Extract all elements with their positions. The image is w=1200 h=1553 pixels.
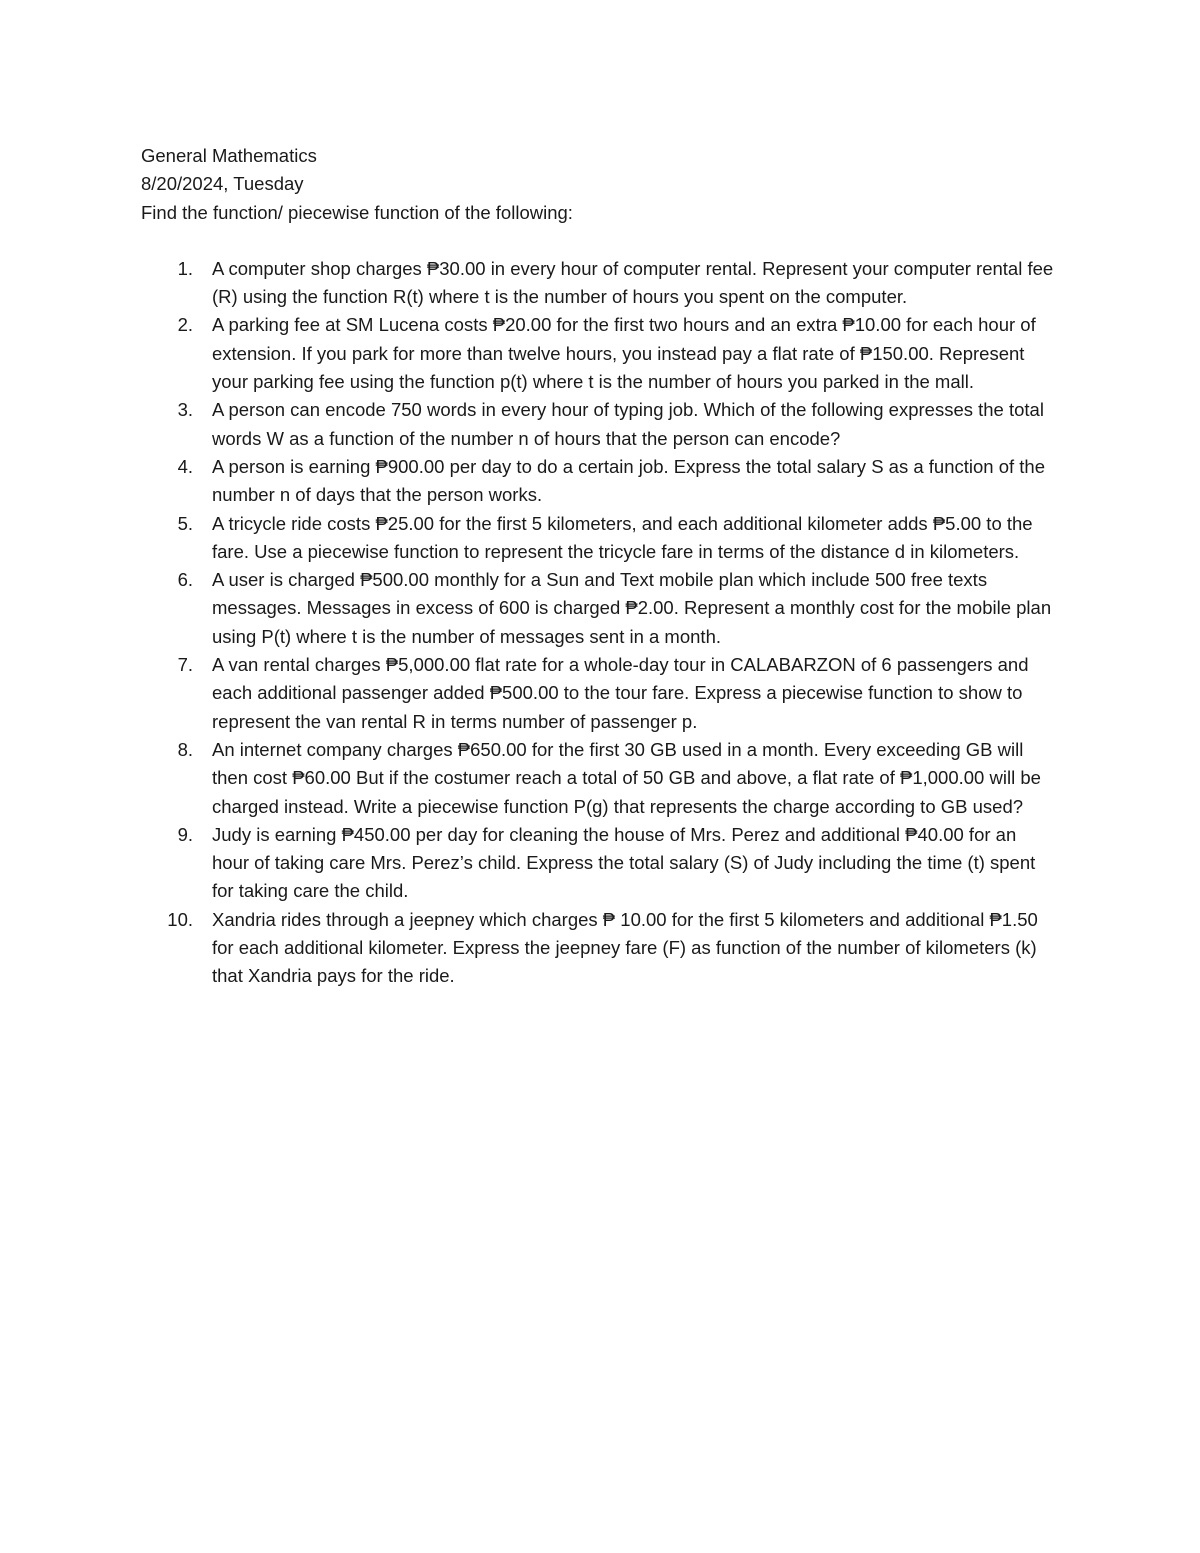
question-text: A tricycle ride costs ₱25.00 for the first 5 kilometers, and each additional kilometer adds ₱5.00 to the fare. Use a piecewise function to represent the tricycle fare in terms of the distance d in kilometers.	[212, 512, 1033, 562]
question-number: 3.	[177, 399, 193, 421]
question-number: 5.	[177, 512, 193, 534]
question-text: A parking fee at SM Lucena costs ₱20.00 for the first two hours and an extra ₱10.00 for each hour of extension. If you park for more than twelve hours, you instead pay a flat rate of ₱150.00. Represent your parking fee using the function p(t) where t is the number of hours you parked in the mall.	[212, 314, 1036, 393]
question-item	[141, 906, 1056, 991]
question-text: An internet company charges ₱650.00 for the first 30 GB used in a month. Every exceeding GB will then cost ₱60.00 But if the costumer reach a total of 50 GB and above, a flat rate of ₱1,000.00 will be charged instead. Write a piecewise function P(g) that represents the charge according to GB used?	[212, 738, 1041, 817]
question-item	[141, 255, 1056, 312]
question-item	[141, 396, 1056, 453]
question-text: A computer shop charges ₱30.00 in every hour of computer rental. Represent your computer rental fee (R) using the function R(t) where t is the number of hours you spent on the computer.	[212, 257, 1054, 308]
question-list	[141, 255, 1056, 991]
document-body	[141, 142, 1056, 991]
question-number: 4.	[177, 455, 193, 477]
question-item	[141, 453, 1056, 510]
question-number: 7.	[177, 654, 193, 676]
subject-title: General Mathematics	[141, 145, 317, 166]
question-text: Xandria rides through a jeepney which charges ₱ 10.00 for the first 5 kilometers and additional ₱1.50 for each additional kilometer. Express the jeepney fare (F) as function of the number of kilometers (k) that Xandria pays for the ride.	[212, 908, 1038, 987]
question-number: 10.	[167, 908, 193, 930]
question-number: 9.	[177, 823, 193, 845]
question-number: 8.	[177, 738, 193, 760]
date-line: 8/20/2024, Tuesday	[141, 173, 304, 195]
question-text: A van rental charges ₱5,000.00 flat rate for a whole-day tour in CALABARZON of 6 passengers and each additional passenger added ₱500.00 to the tour fare. Express a piecewise function to show to represent the van rental R in terms number of passenger p.	[212, 654, 1029, 732]
question-number: 1.	[177, 257, 193, 279]
question-item	[141, 651, 1056, 736]
question-item	[141, 311, 1056, 396]
question-number: 2.	[177, 314, 193, 336]
question-text: A person is earning ₱900.00 per day to do a certain job. Express the total salary S as a function of the number n of days that the person works.	[212, 455, 1046, 506]
question-text: Judy is earning ₱450.00 per day for cleaning the house of Mrs. Perez and additional ₱40.00 for an hour of taking care Mrs. Perez’s child. Express the total salary (S) of Judy including the time (t) spent for taking care the child.	[212, 823, 1036, 902]
question-item	[141, 566, 1056, 651]
question-item	[141, 736, 1056, 821]
question-item	[141, 821, 1056, 906]
question-number: 6.	[177, 569, 193, 591]
question-text: A user is charged ₱500.00 monthly for a Sun and Text mobile plan which include 500 free texts messages. Messages in excess of 600 is charged ₱2.00. Represent a monthly cost for the mobile plan using P(t) where t is the number of messages sent in a month.	[212, 569, 1052, 647]
question-item	[141, 510, 1056, 567]
instruction-line: Find the function/ piecewise function of the following:	[141, 201, 573, 223]
question-text: A person can encode 750 words in every hour of typing job. Which of the following expresses the total words W as a function of the number n of hours that the person can encode?	[212, 399, 1044, 449]
